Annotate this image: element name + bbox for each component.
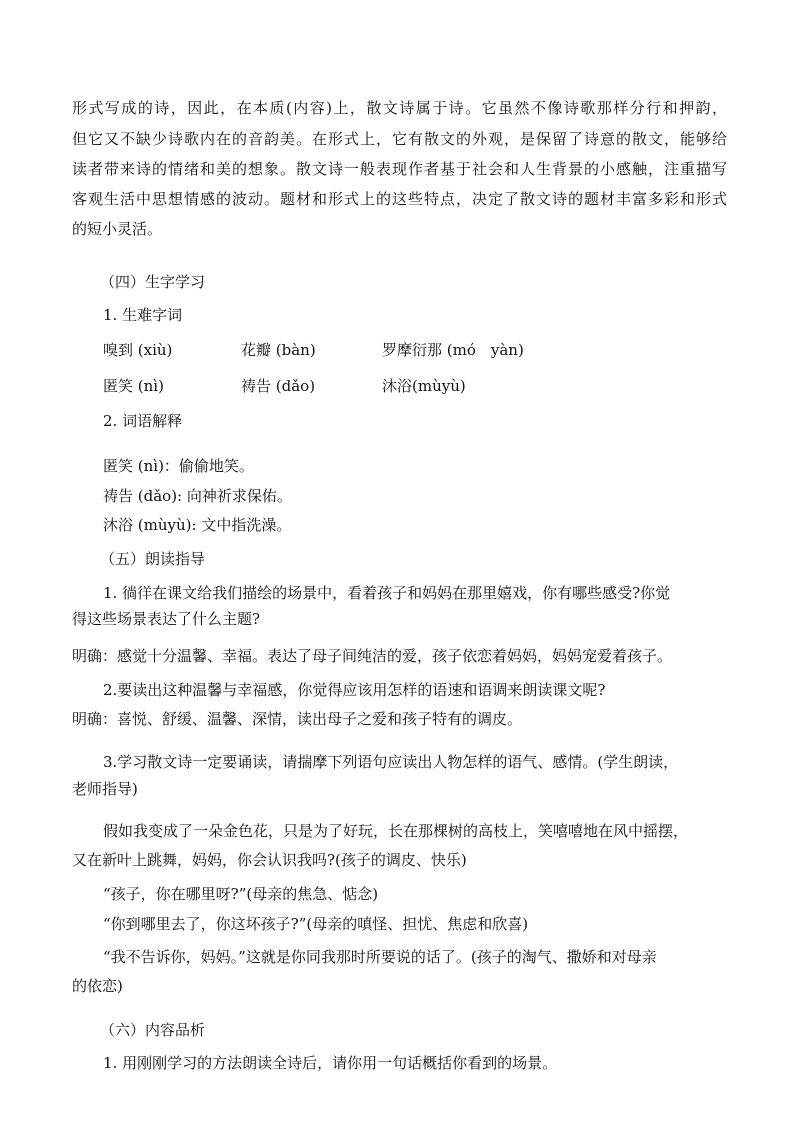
section6-heading: （六）内容品析 <box>100 1021 206 1039</box>
definition-item: 沐浴 (mùyù): 文中指洗澡。 <box>103 516 292 534</box>
word-item: 花瓣 (bàn) <box>241 341 316 359</box>
definition-item: 祷告 (dǎo): 向神祈求保佑。 <box>103 487 292 505</box>
reading-passage-3: “你到哪里去了，你这坏孩子?”(母亲的嗔怪、担忧、焦虑和欣喜) <box>103 915 529 933</box>
section6-q1: 1. 用刚刚学习的方法朗读全诗后，请你用一句话概括你看到的场景。 <box>103 1054 558 1072</box>
word-item: 匿笑 (nì) <box>103 377 164 395</box>
reading-passage-2: “孩子，你在哪里呀?”(母亲的焦急、惦念) <box>103 885 379 903</box>
intro-line-2: 但它又不缺少诗歌内在的音韵美。在形式上，它有散文的外观，是保留了诗意的散文，能够给 <box>72 130 727 148</box>
section5-heading: （五）朗读指导 <box>100 550 206 568</box>
word-item: 罗摩衍那 (mó yàn) <box>382 341 524 359</box>
word-item: 沐浴(mùyù) <box>382 377 466 395</box>
intro-line-4: 客观生活中思想情感的波动。题材和形式上的这些特点，决定了散文诗的题材丰富多彩和形式 <box>72 190 727 208</box>
reading-passage-4-line1: “我不告诉你，妈妈。”这就是你同我那时所要说的话了。(孩子的淘气、撒娇和对母亲 <box>103 948 657 966</box>
reading-passage-4-line2: 的依恋) <box>72 977 123 995</box>
section4-sub2: 2. 词语解释 <box>103 412 183 430</box>
reading-passage-1-line2: 又在新叶上跳舞，妈妈，你会认识我吗?(孩子的调皮、快乐) <box>72 851 467 869</box>
reading-passage-1-line1: 假如我变成了一朵金色花，只是为了好玩，长在那棵树的高枝上，笑嘻嘻地在风中摇摆， <box>103 822 689 840</box>
section5-answer2: 明确：喜悦、舒缓、温馨、深情，读出母子之爱和孩子特有的调皮。 <box>72 710 523 728</box>
intro-line-5: 的短小灵活。 <box>72 220 163 238</box>
word-item: 嗅到 (xiù) <box>103 341 173 359</box>
intro-line-3: 读者带来诗的情绪和美的想象。散文诗一般表现作者基于社会和人生背景的小感触，注重描写 <box>72 160 727 178</box>
intro-line-1: 形式写成的诗，因此，在本质(内容)上，散文诗属于诗。它虽然不像诗歌那样分行和押韵， <box>72 99 727 117</box>
section4-sub1: 1. 生难字词 <box>103 306 183 324</box>
section5-q3-line1: 3.学习散文诗一定要诵读，请揣摩下列语句应读出人物怎样的语气、感情。(学生朗读， <box>103 753 679 771</box>
definition-item: 匿笑 (nì)：偷偷地笑。 <box>103 457 254 475</box>
section4-heading: （四）生字学习 <box>100 273 206 291</box>
section5-q1-line1: 1. 徜徉在课文给我们描绘的场景中，看着孩子和妈妈在那里嬉戏，你有哪些感受?你觉 <box>103 584 671 602</box>
section5-q3-line2: 老师指导) <box>72 780 138 798</box>
word-item: 祷告 (dǎo) <box>241 377 316 395</box>
section5-answer1: 明确：感觉十分温馨、幸福。表达了母子间纯洁的爱，孩子依恋着妈妈，妈妈宠爱着孩子。 <box>72 647 673 665</box>
section5-q1-line2: 得这些场景表达了什么主题? <box>72 610 261 628</box>
section5-q2: 2.要读出这种温馨与幸福感，你觉得应该用怎样的语速和语调来朗读课文呢? <box>103 681 606 699</box>
